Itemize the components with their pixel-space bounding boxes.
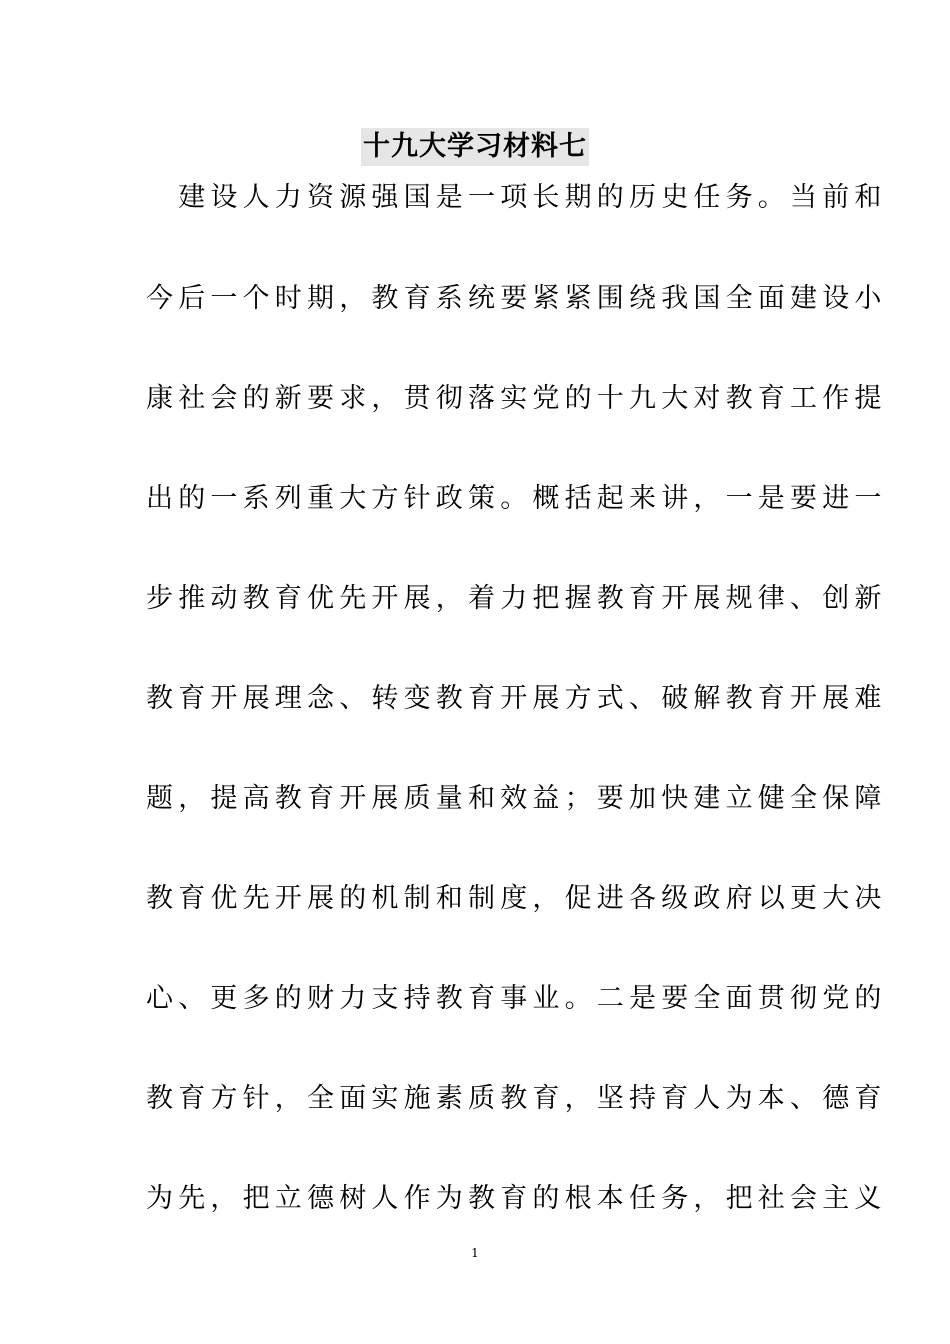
body-line-5: 步推动教育优先开展，着力把握教育开展规律、创新 <box>146 583 887 614</box>
body-line-3: 康社会的新要求，贯彻落实党的十九大对教育工作提 <box>146 383 887 414</box>
body-line-7: 题，提高教育开展质量和效益；要加快建立健全保障 <box>146 783 887 814</box>
body-line-2: 今后一个时期，教育系统要紧紧围绕我国全面建设小 <box>146 283 887 314</box>
body-line-9: 心、更多的财力支持教育事业。二是要全面贯彻党的 <box>146 983 887 1014</box>
page-number: 1 <box>471 1246 479 1260</box>
title-container <box>0 128 950 166</box>
body-line-4: 出的一系列重大方针政策。概括起来讲，一是要进一 <box>146 483 887 514</box>
body-line-11: 为先，把立德树人作为教育的根本任务，把社会主义 <box>146 1183 887 1214</box>
body-line-1: 建设人力资源强国是一项长期的历史任务。当前和 <box>146 182 887 213</box>
body-line-8: 教育优先开展的机制和制度，促进各级政府以更大决 <box>146 883 887 914</box>
body-line-10: 教育方针，全面实施素质教育，坚持育人为本、德育 <box>146 1083 887 1114</box>
body-line-6: 教育开展理念、转变教育开展方式、破解教育开展难 <box>146 683 887 714</box>
document-title: 十九大学习材料七 <box>361 128 589 166</box>
